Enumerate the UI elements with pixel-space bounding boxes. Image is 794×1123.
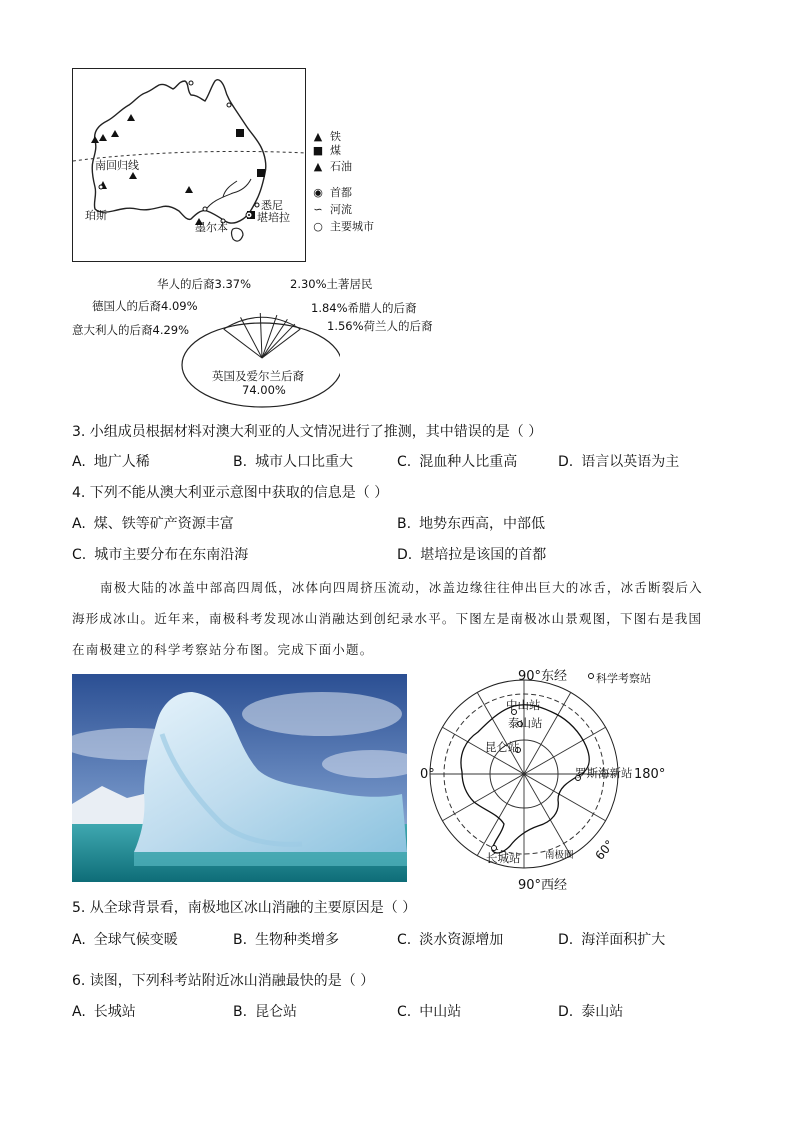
question-5-option-a[interactable]: A. 全球气候变暖 (72, 932, 178, 948)
label-60: 60° (592, 837, 617, 863)
label-180: 180° (634, 767, 666, 782)
pie-slice-edge (260, 313, 262, 358)
question-6-option-c[interactable]: C. 中山站 (397, 1004, 462, 1020)
pie-slice-edge (262, 319, 287, 358)
iron-triangle-icon (91, 136, 99, 143)
question-3-stem: 3. 小组成员根据材料对澳大利亚的人文情况进行了推测，其中错误的是（ ） (72, 424, 543, 440)
question-3-option-a[interactable]: A. 地广人稀 (72, 454, 150, 470)
question-4-stem: 4. 下列不能从澳大利亚示意图中获取的信息是（ ） (72, 485, 389, 501)
pie-label-aboriginal: 2.30%土著居民 (290, 277, 373, 291)
question-6-option-d[interactable]: D. 泰山站 (558, 1004, 624, 1020)
pie-label-british: 英国及爱尔兰后裔 (212, 369, 304, 383)
tasmania-island (232, 228, 244, 241)
passage-line-2: 海形成冰山。近年来，南极科考发现冰山消融达到创纪录水平。下图左是南极冰山景观图，下图右是我国 (72, 611, 703, 626)
label-0: 0° (420, 767, 435, 782)
label-90w: 90°西经 (518, 878, 568, 893)
pie-label-dutch: 1.56%荷兰人的后裔 (327, 319, 433, 333)
square-icon: ■ (312, 144, 324, 157)
city-icon: ○ (313, 220, 323, 233)
pie-slice-edge (262, 329, 300, 358)
legend-station-label: 科学考察站 (596, 672, 651, 685)
iron-triangle-icon (111, 130, 119, 137)
city-label-melbourne: 墨尔本 (195, 221, 228, 234)
question-3-option-c[interactable]: C. 混血种人比重高 (397, 454, 518, 470)
question-6-stem: 6. 读图，下列科考站附近冰山消融最快的是（ ） (72, 973, 375, 989)
city-marker (99, 185, 103, 189)
question-3-option-d[interactable]: D. 语言以英语为主 (558, 454, 680, 470)
iron-triangle-icon (129, 172, 137, 179)
question-4-option-a[interactable]: A. 煤、铁等矿产资源丰富 (72, 516, 234, 532)
pie-slice-edge (224, 329, 262, 358)
city-label-canberra: 堪培拉 (257, 211, 290, 224)
label-greatwall: 长城站 (486, 851, 521, 865)
legend-iron: ▲ 铁 (313, 130, 341, 143)
iceberg-photo-svg (72, 674, 407, 882)
question-4-option-d[interactable]: D. 堪培拉是该国的首都 (397, 547, 547, 563)
question-5-option-b[interactable]: B. 生物种类增多 (233, 932, 340, 948)
tropic-label: 南回归线 (95, 159, 139, 172)
label-kunlun: 昆仑站 (485, 740, 520, 754)
label-zhongshan: 中山站 (506, 698, 541, 712)
pie-value-british: 74.00% (242, 383, 286, 397)
pie-label-chinese: 华人的后裔3.37% (157, 277, 252, 291)
legend-city: ○ 主要城市 (313, 220, 374, 233)
question-4-option-b[interactable]: B. 地势东西高，中部低 (397, 516, 546, 532)
pie-slice-edge (262, 324, 295, 358)
question-6-option-b[interactable]: B. 昆仑站 (233, 1004, 298, 1020)
pie-label-german: 德国人的后裔4.09% (92, 299, 198, 313)
label-antarctic-circle: 南极圈 (545, 850, 574, 861)
passage-line-1: 南极大陆的冰盖中部高四周低，冰体向四周挤压流动，冰盖边缘往往伸出巨大的冰舌，冰舌断裂后入 (100, 580, 703, 595)
city-marker (189, 81, 193, 85)
city-label-perth: 珀斯 (85, 209, 107, 222)
label-ross: 罗斯海新站 (575, 766, 633, 780)
city-label-sydney: 悉尼 (261, 199, 283, 212)
river-icon: ∽ (313, 203, 323, 216)
flask-triangle-icon: ▲ (313, 160, 323, 173)
question-5-stem: 5. 从全球背景看，南极地区冰山消融的主要原因是（ ） (72, 900, 417, 916)
question-5-option-c[interactable]: C. 淡水资源增加 (397, 932, 504, 948)
legend-station-icon (589, 674, 594, 679)
pie-slice-edge (262, 315, 277, 358)
capital-icon: ◉ (313, 186, 323, 199)
australia-coastline (92, 80, 266, 223)
label-taishan: 泰山站 (508, 716, 543, 730)
question-6-option-a[interactable]: A. 长城站 (72, 1004, 136, 1020)
city-marker (255, 203, 259, 207)
city-marker (203, 207, 207, 211)
question-5-option-d[interactable]: D. 海洋面积扩大 (558, 932, 666, 948)
triangle-icon: ▲ (313, 130, 323, 143)
legend-capital: ◉ 首都 (313, 186, 352, 199)
question-4-option-c[interactable]: C. 城市主要分布在东南沿海 (72, 547, 249, 563)
legend-oil: ▲ 石油 (313, 160, 352, 173)
question-3-option-b[interactable]: B. 城市人口比重大 (233, 454, 354, 470)
passage-line-3: 在南极建立的科学考察站分布图。完成下面小题。 (72, 642, 374, 657)
pie-label-greek: 1.84%希腊人的后裔 (311, 301, 417, 315)
legend-coal: ■ 煤 (312, 144, 341, 157)
pie-slice-lines (224, 313, 301, 358)
city-marker (227, 103, 231, 107)
iceberg-photo (72, 674, 407, 882)
iron-triangle-icon (99, 134, 107, 141)
coal-square-icon (236, 129, 244, 137)
iron-triangle-icon (127, 114, 135, 121)
pie-label-italian: 意大利人的后裔4.29% (72, 323, 190, 337)
legend-river: ∽ 河流 (313, 203, 352, 216)
australia-map (72, 68, 306, 262)
iron-triangle-icon (185, 186, 193, 193)
coal-square-icon (257, 169, 265, 177)
capital-marker-dot (248, 214, 250, 216)
label-90e: 90°东经 (518, 669, 568, 684)
river-murray (205, 179, 251, 211)
